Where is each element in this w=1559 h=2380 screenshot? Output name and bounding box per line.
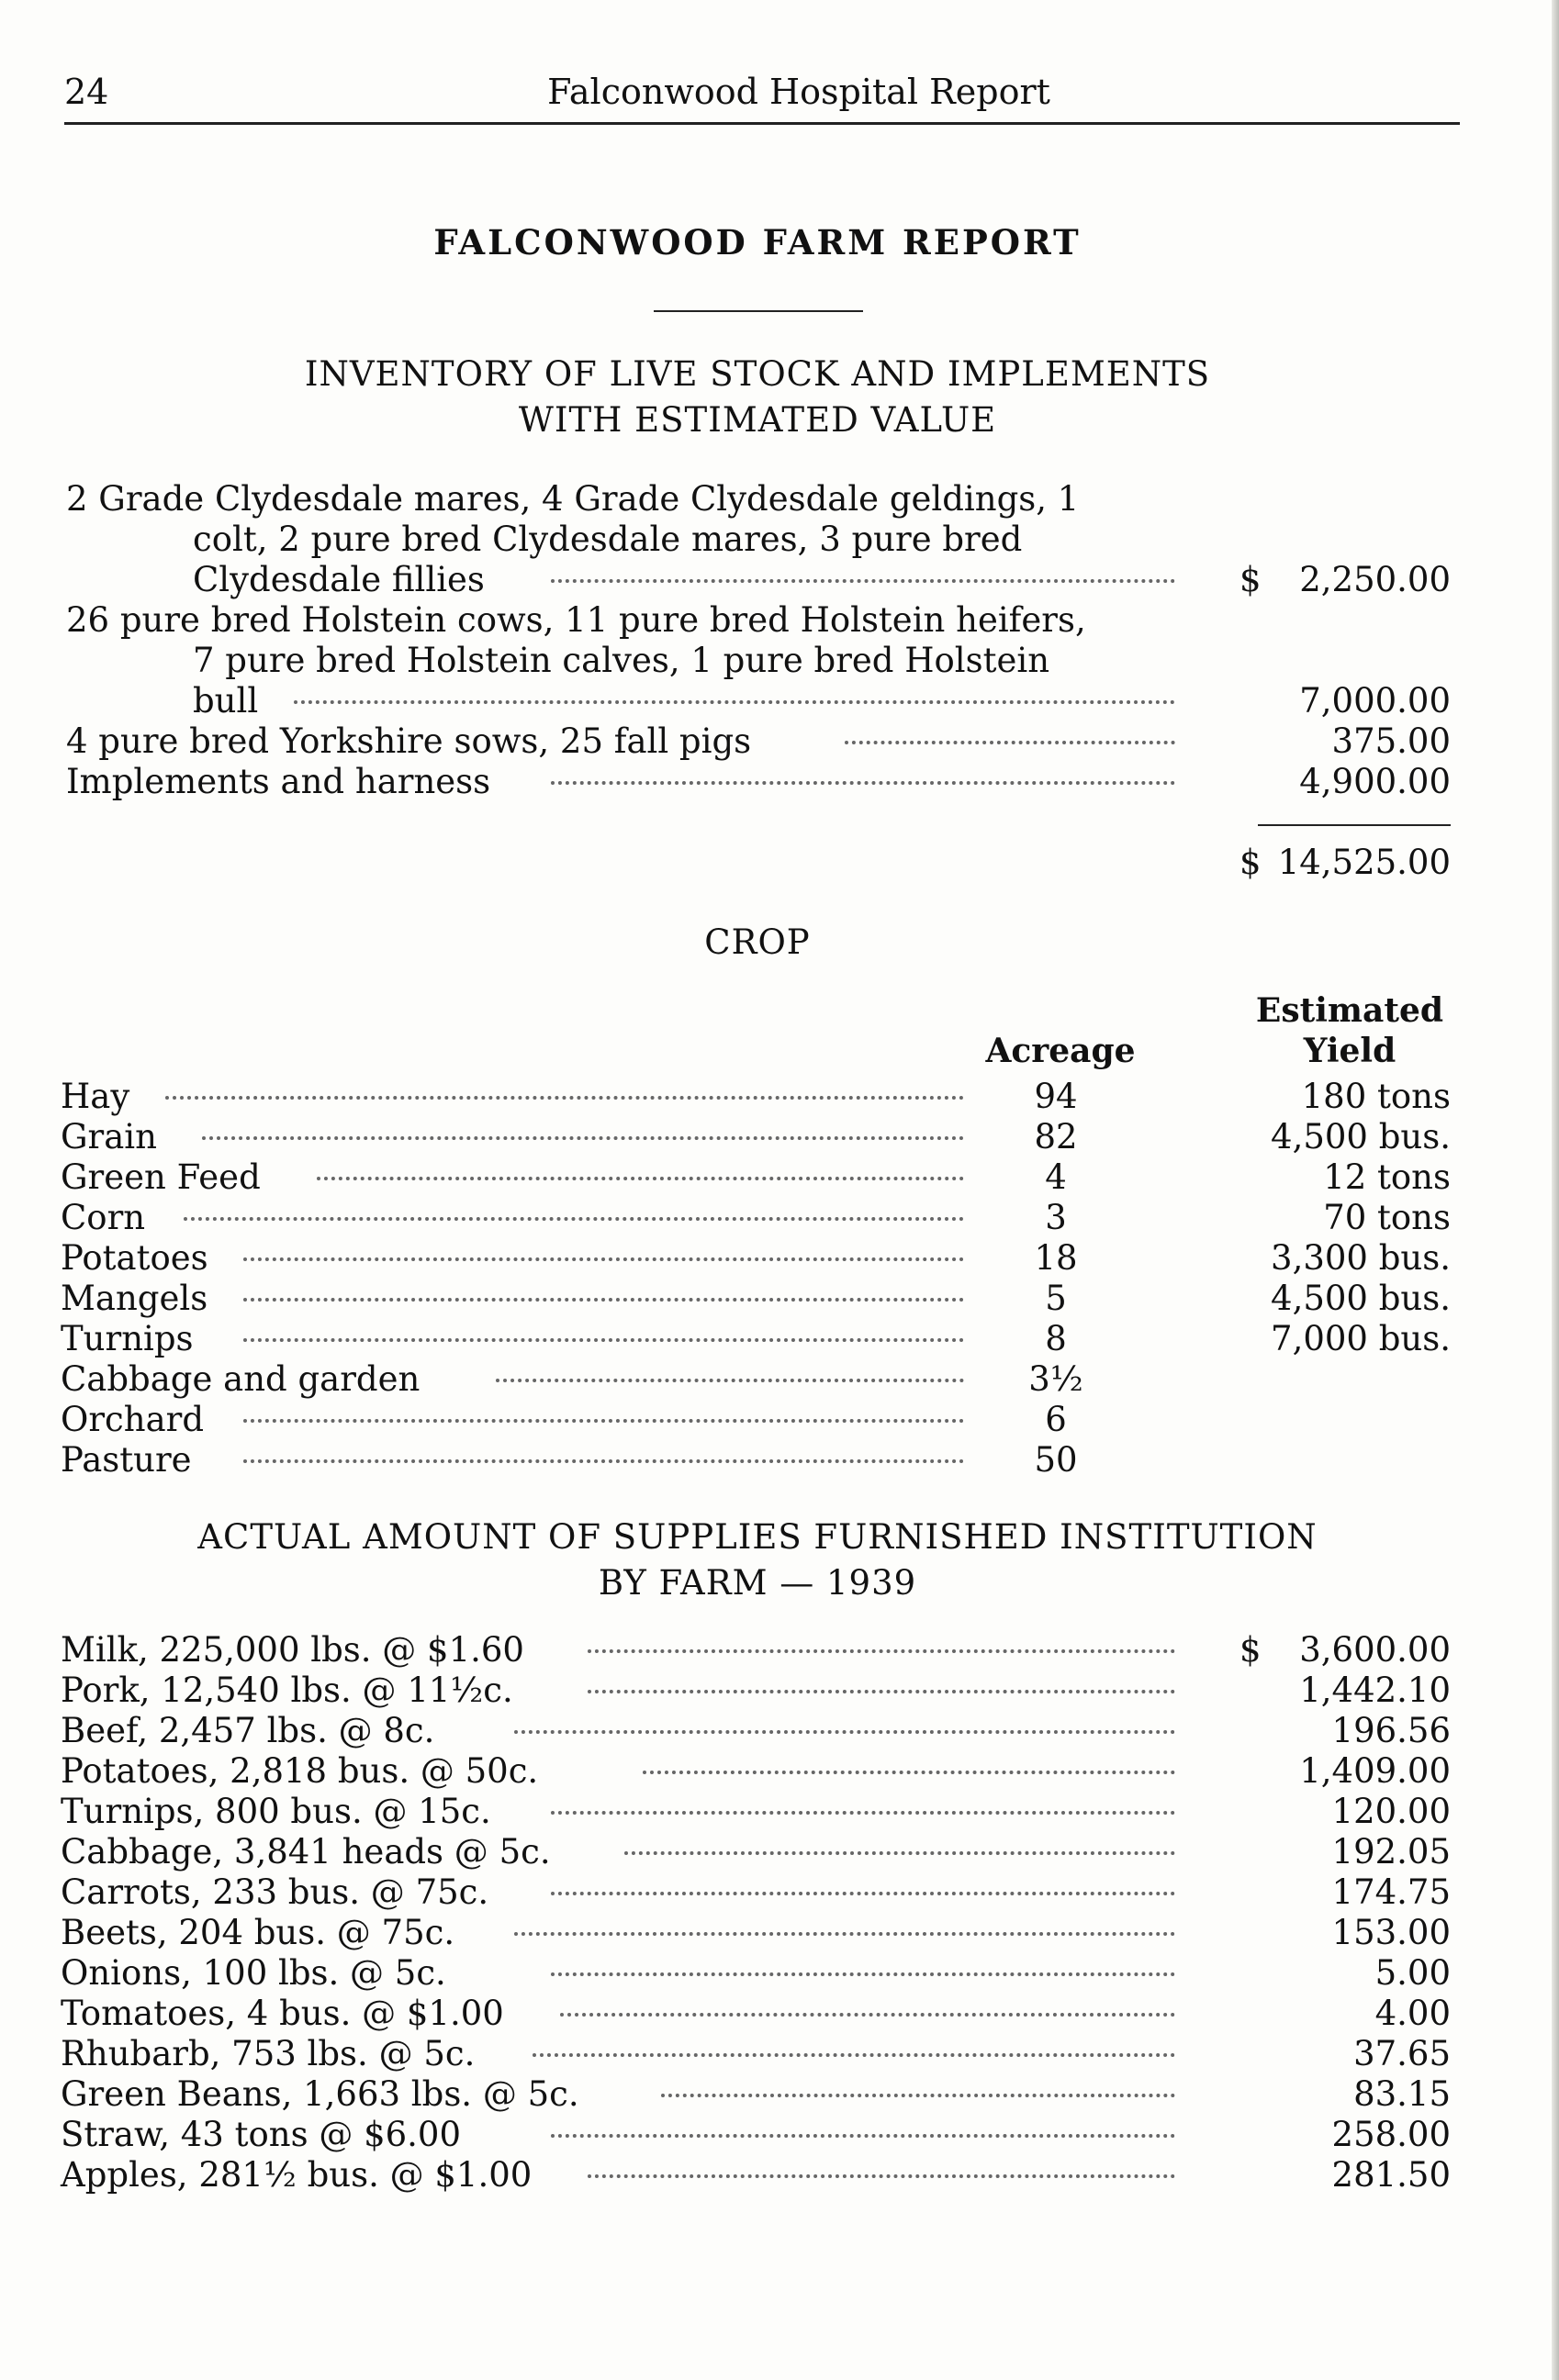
- inventory-value: 7,000.00: [1299, 681, 1451, 721]
- supply-item: Beef, 2,457 lbs. @ 8c.: [61, 1711, 435, 1750]
- dot-leader: [184, 1212, 964, 1221]
- acreage-column-header: Acreage: [985, 1032, 1136, 1070]
- supply-amount: 1,442.10: [1299, 1670, 1451, 1710]
- inventory-heading-line2: WITH ESTIMATED VALUE: [518, 400, 997, 440]
- dot-leader: [317, 1171, 964, 1180]
- supply-amount: 196.56: [1331, 1711, 1451, 1750]
- supply-amount: 174.75: [1331, 1872, 1451, 1912]
- inventory-item-line: 26 pure bred Holstein cows, 11 pure bred Holstein heifers,: [66, 600, 1086, 640]
- supplies-heading: [0, 1514, 1515, 1606]
- crop-acreage: 82: [1034, 1117, 1078, 1156]
- crop-acreage: 3: [1045, 1198, 1067, 1237]
- crop-name: Potatoes: [61, 1238, 208, 1278]
- dot-leader: [845, 735, 1175, 744]
- crop-acreage: 94: [1034, 1077, 1078, 1116]
- dot-leader: [588, 2169, 1175, 2178]
- dot-leader: [202, 1131, 964, 1140]
- crop-name: Grain: [61, 1117, 157, 1156]
- dot-leader: [551, 2129, 1175, 2138]
- inventory-heading-line1: INVENTORY OF LIVE STOCK AND IMPLEMENTS: [304, 354, 1211, 394]
- header-rule: [64, 122, 1460, 125]
- inventory-total: 14,525.00: [1277, 843, 1451, 882]
- supply-amount: 3,600.00: [1299, 1630, 1451, 1670]
- dollar-sign: $: [1239, 560, 1262, 599]
- supply-item: Apples, 281½ bus. @ $1.00: [61, 2155, 533, 2195]
- dot-leader: [588, 1644, 1175, 1653]
- supply-amount: 120.00: [1331, 1792, 1451, 1831]
- crop-acreage: 6: [1045, 1400, 1067, 1439]
- page-number: 24: [64, 72, 109, 112]
- crop-acreage: 3½: [1028, 1359, 1083, 1399]
- inventory-item-line: bull: [193, 681, 259, 721]
- supply-item: Onions, 100 lbs. @ 5c.: [61, 1953, 446, 1993]
- crop-name: Mangels: [61, 1279, 208, 1318]
- supply-amount: 281.50: [1331, 2155, 1451, 2195]
- yield-column-header-line2: Yield: [1303, 1032, 1396, 1070]
- dot-leader: [243, 1413, 964, 1423]
- dot-leader: [496, 1373, 964, 1382]
- supply-item: Rhubarb, 753 lbs. @ 5c.: [61, 2034, 476, 2073]
- crop-yield: 70 tons: [1323, 1198, 1451, 1237]
- dot-leader: [294, 695, 1175, 704]
- supply-amount: 153.00: [1331, 1913, 1451, 1952]
- supply-amount: 37.65: [1353, 2034, 1451, 2073]
- supply-item: Tomatoes, 4 bus. @ $1.00: [61, 1994, 504, 2033]
- supply-item: Pork, 12,540 lbs. @ 11½c.: [61, 1670, 513, 1710]
- supply-item: Beets, 204 bus. @ 75c.: [61, 1913, 455, 1952]
- dot-leader: [243, 1292, 964, 1302]
- inventory-heading: [0, 352, 1515, 443]
- dot-leader: [551, 1967, 1175, 1976]
- crop-yield: 3,300 bus.: [1271, 1238, 1451, 1278]
- supply-item: Green Beans, 1,663 lbs. @ 5c.: [61, 2074, 579, 2114]
- crop-name: Turnips: [61, 1319, 194, 1358]
- crop-name: Pasture: [61, 1440, 192, 1480]
- crop-heading: CROP: [704, 922, 811, 962]
- dot-leader: [588, 1684, 1175, 1693]
- dot-leader: [514, 1725, 1175, 1734]
- supply-item: Straw, 43 tons @ $6.00: [61, 2115, 462, 2154]
- supplies-heading-line1: ACTUAL AMOUNT OF SUPPLIES FURNISHED INSTITUTION: [197, 1517, 1318, 1557]
- supply-item: Cabbage, 3,841 heads @ 5c.: [61, 1832, 551, 1872]
- total-rule: [1258, 824, 1451, 826]
- crop-acreage: 50: [1034, 1440, 1078, 1480]
- dot-leader: [514, 1927, 1175, 1936]
- inventory-value: 2,250.00: [1299, 560, 1451, 599]
- inventory-value: 375.00: [1331, 721, 1451, 761]
- inventory-item-line: 2 Grade Clydesdale mares, 4 Grade Clydesdale geldings, 1: [66, 479, 1080, 519]
- dot-leader: [243, 1454, 964, 1463]
- dot-leader: [165, 1090, 964, 1100]
- inventory-value: 4,900.00: [1299, 762, 1451, 801]
- crop-acreage: 8: [1045, 1319, 1067, 1358]
- crop-yield: 12 tons: [1323, 1157, 1451, 1197]
- crop-yield: 7,000 bus.: [1271, 1319, 1451, 1358]
- page-edge-shadow: [1552, 0, 1559, 2380]
- supply-item: Carrots, 233 bus. @ 75c.: [61, 1872, 489, 1912]
- dot-leader: [661, 2088, 1175, 2097]
- dot-leader: [243, 1252, 964, 1261]
- crop-yield: 4,500 bus.: [1271, 1279, 1451, 1318]
- crop-acreage: 5: [1045, 1279, 1067, 1318]
- crop-name: Green Feed: [61, 1157, 261, 1197]
- inventory-item-line: Implements and harness: [66, 762, 491, 801]
- supplies-heading-line2: BY FARM — 1939: [598, 1563, 917, 1603]
- dot-leader: [533, 2048, 1175, 2057]
- supply-item: Milk, 225,000 lbs. @ $1.60: [61, 1630, 524, 1670]
- crop-yield: 4,500 bus.: [1271, 1117, 1451, 1156]
- inventory-item-line: Clydesdale fillies: [193, 560, 485, 599]
- inventory-item-line: 7 pure bred Holstein calves, 1 pure bred Holstein: [193, 641, 1050, 680]
- supply-amount: 4.00: [1374, 1994, 1451, 2033]
- supply-amount: 192.05: [1331, 1832, 1451, 1872]
- dot-leader: [551, 574, 1175, 583]
- running-header: [64, 72, 1460, 127]
- yield-column-header-line1: Estimated: [1255, 991, 1444, 1030]
- crop-name: Cabbage and garden: [61, 1359, 421, 1399]
- supply-amount: 1,409.00: [1299, 1751, 1451, 1791]
- supply-amount: 258.00: [1331, 2115, 1451, 2154]
- dot-leader: [243, 1333, 964, 1342]
- dot-leader: [551, 776, 1175, 785]
- title-rule: [654, 310, 863, 312]
- crop-name: Hay: [61, 1077, 130, 1116]
- supply-amount: 5.00: [1374, 1953, 1451, 1993]
- dot-leader: [560, 2007, 1175, 2017]
- dot-leader: [624, 1846, 1175, 1855]
- dot-leader: [551, 1886, 1175, 1895]
- farm-report-title: FALCONWOOD FARM REPORT: [433, 222, 1082, 263]
- crop-yield: 180 tons: [1301, 1077, 1451, 1116]
- crop-acreage: 4: [1045, 1157, 1067, 1197]
- dot-leader: [643, 1765, 1175, 1774]
- dollar-sign: $: [1239, 1630, 1262, 1670]
- supply-amount: 83.15: [1353, 2074, 1451, 2114]
- crop-name: Corn: [61, 1198, 146, 1237]
- supply-item: Potatoes, 2,818 bus. @ 50c.: [61, 1751, 539, 1791]
- supply-item: Turnips, 800 bus. @ 15c.: [61, 1792, 491, 1831]
- dot-leader: [551, 1805, 1175, 1815]
- crop-acreage: 18: [1034, 1238, 1078, 1278]
- inventory-item-line: colt, 2 pure bred Clydesdale mares, 3 pure bred: [193, 520, 1023, 559]
- crop-name: Orchard: [61, 1400, 205, 1439]
- inventory-item-line: 4 pure bred Yorkshire sows, 25 fall pigs: [66, 721, 752, 761]
- running-title: Falconwood Hospital Report: [547, 72, 1050, 112]
- total-dollar-sign: $: [1239, 843, 1262, 882]
